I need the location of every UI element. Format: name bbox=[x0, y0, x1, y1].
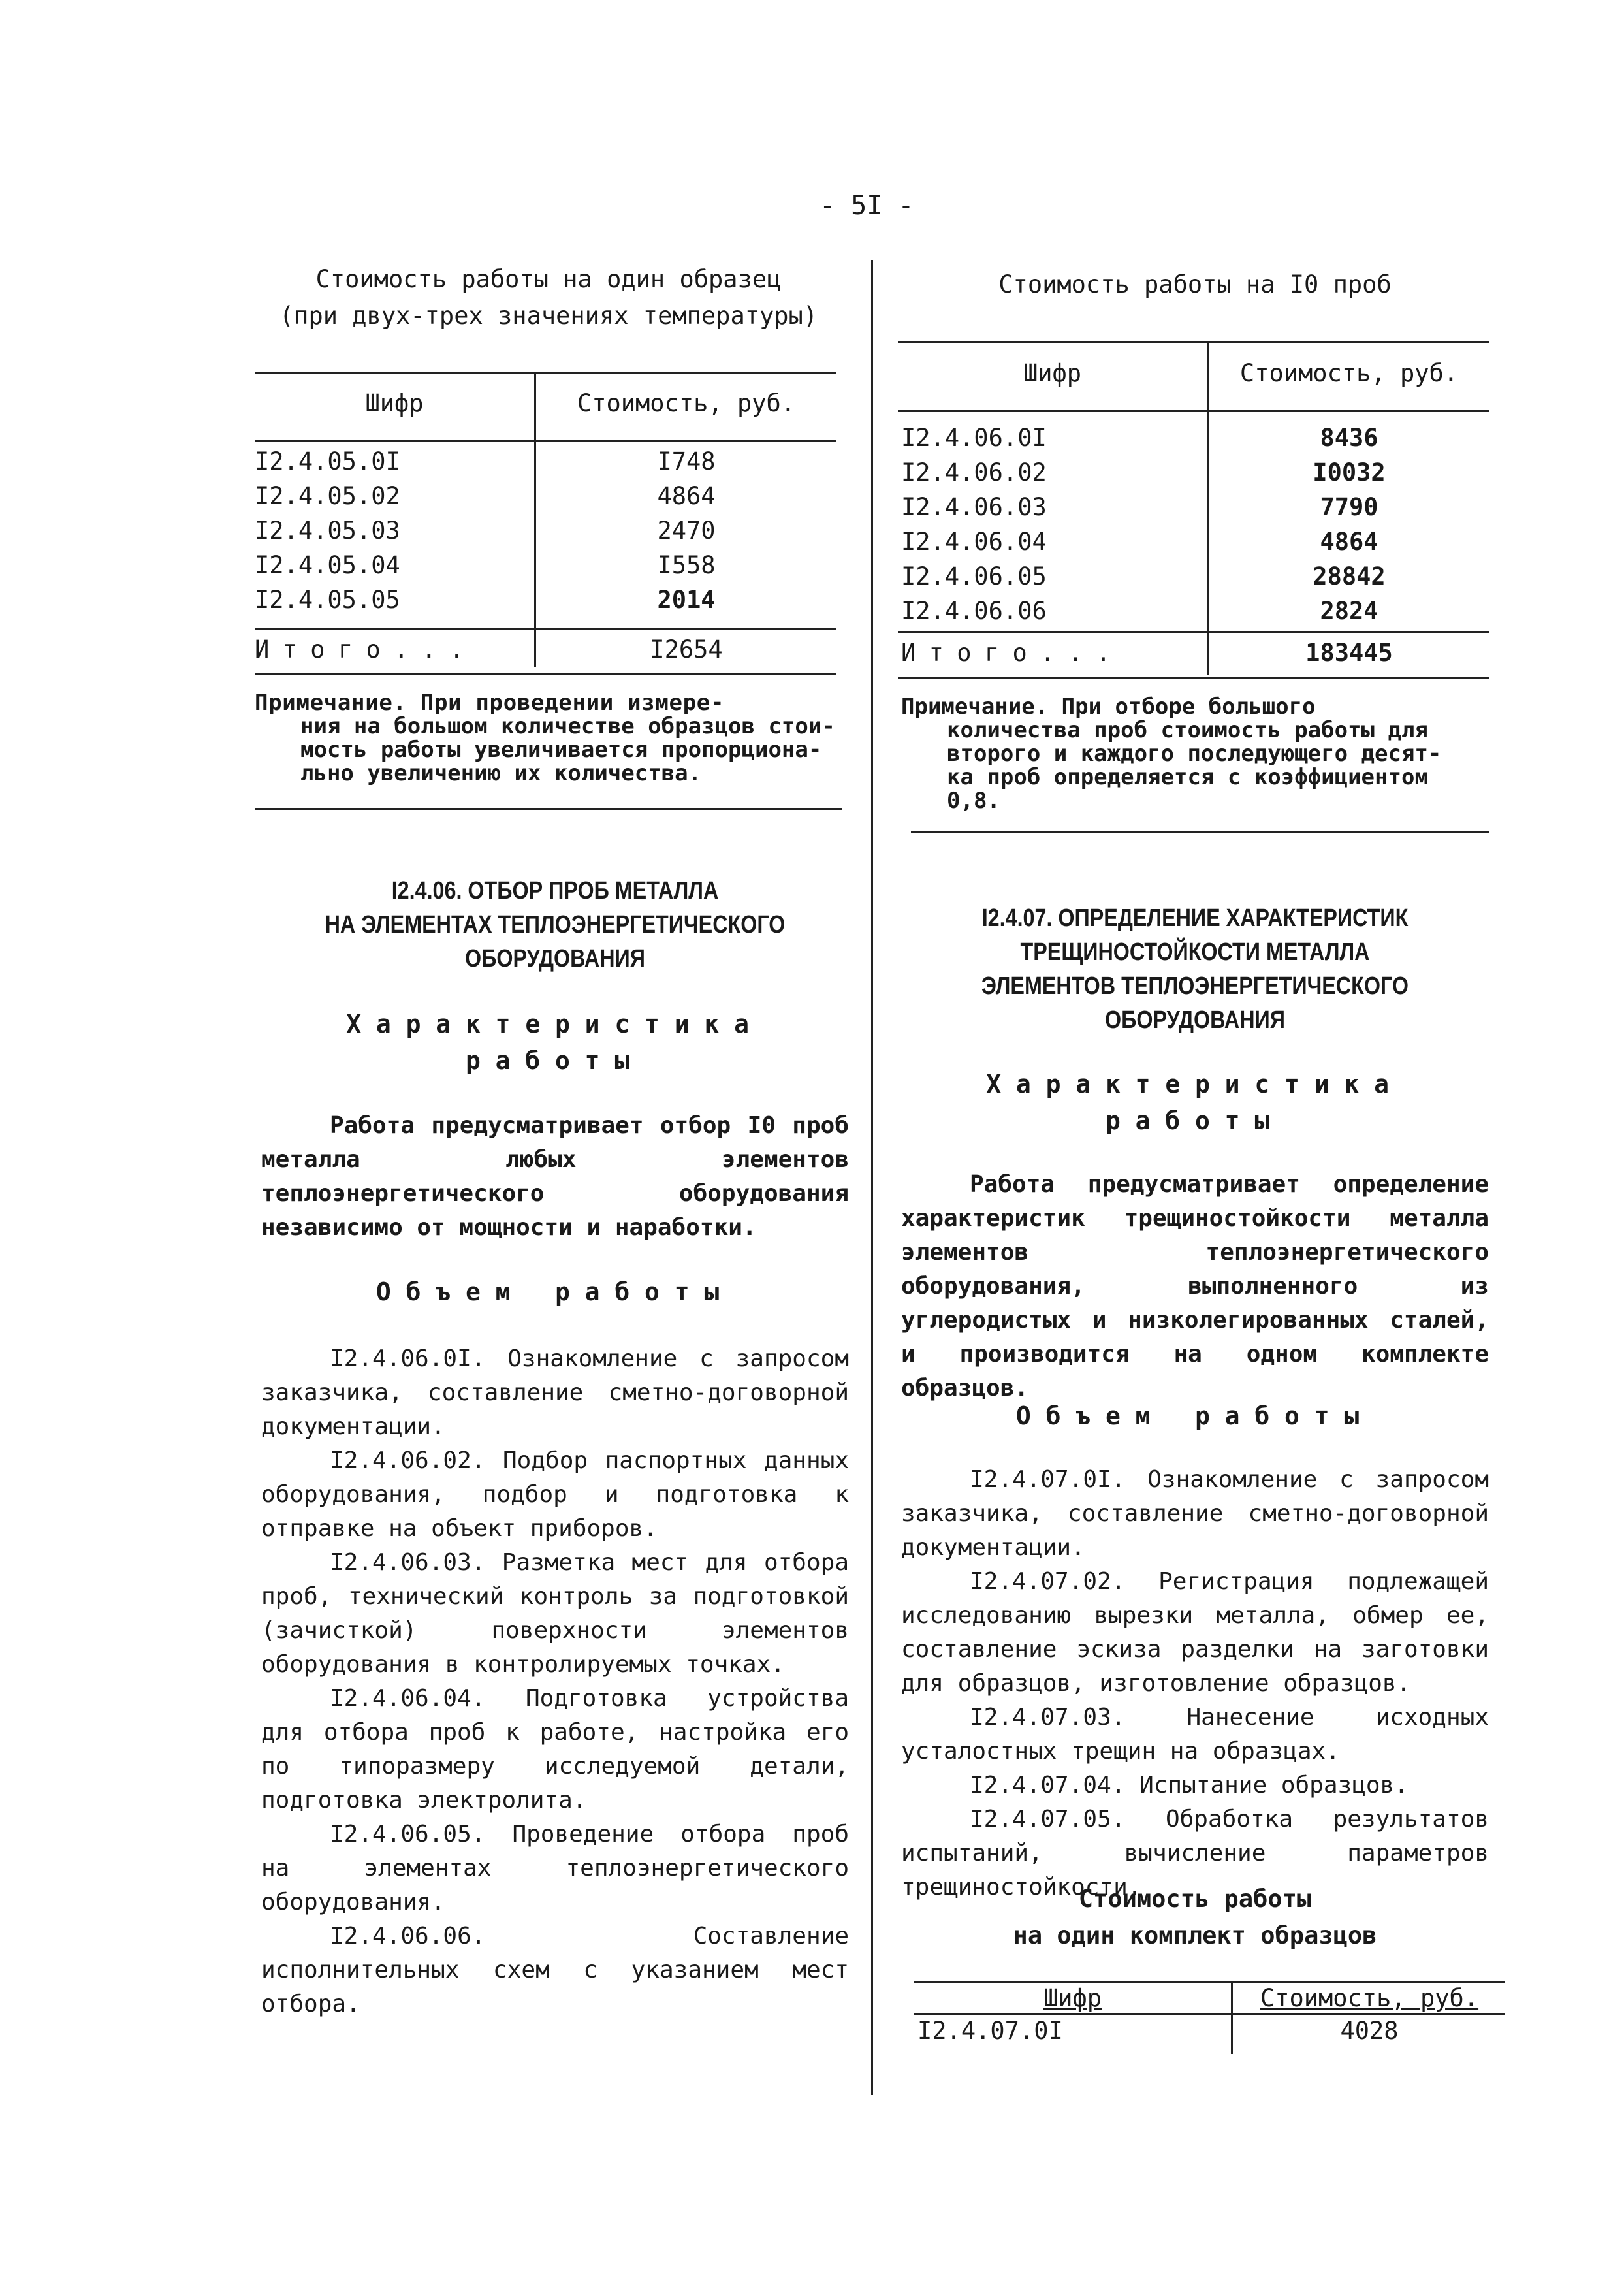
table1-column-rule bbox=[534, 374, 536, 667]
section-description: Работа предусматривает отбор I0 проб металла любых элементов теплоэнергетического оборудования независимо от мощности и наработки. bbox=[261, 1112, 849, 1241]
table1-header-code: Шифр bbox=[365, 389, 424, 417]
table2-code-list bbox=[901, 421, 1207, 628]
page-number: - 5I - bbox=[820, 191, 914, 221]
table2-total-rule bbox=[898, 631, 1489, 633]
table-row-cost: 7790 bbox=[1320, 493, 1378, 521]
table3-caption bbox=[901, 1881, 1489, 1954]
table2-caption: Стоимость работы на I0 проб bbox=[998, 270, 1392, 298]
table1-top-rule bbox=[255, 372, 836, 374]
table-row-code: I2.4.06.04 bbox=[901, 528, 1047, 556]
list-item: I2.4.07.0I. Ознакомление с запросом заказчика, составление сметно-договорной документации. bbox=[901, 1466, 1489, 1561]
table2-header-cost: Стоимость, руб. bbox=[1239, 359, 1459, 387]
column-divider bbox=[871, 260, 873, 2095]
table2-note bbox=[901, 695, 1489, 812]
section-title-line: НА ЭЛЕМЕНТАХ ТЕПЛОЭНЕРГЕТИЧЕСКОГО bbox=[325, 911, 786, 938]
table1-caption-line: Стоимость работы на один образец bbox=[315, 265, 782, 293]
section-title-line: ТРЕЩИНОСТОЙКОСТИ МЕТАЛЛА bbox=[1020, 938, 1370, 966]
table3-caption-line: Стоимость работы bbox=[1078, 1885, 1312, 1913]
table1-note bbox=[255, 691, 842, 785]
table-row-code: I2.4.07.0I bbox=[917, 2017, 1063, 2045]
note-line: Примечание. При проведении измере- bbox=[255, 690, 725, 716]
table1-cost-list bbox=[537, 444, 836, 617]
table1-caption bbox=[255, 261, 842, 334]
section-title-line: I2.4.07. ОПРЕДЕЛЕНИЕ ХАРАКТЕРИСТИК bbox=[981, 905, 1409, 932]
section-title-line: I2.4.06. ОТБОР ПРОБ МЕТАЛЛА bbox=[391, 877, 719, 905]
table2-bottom-rule bbox=[898, 677, 1489, 679]
table2-column-rule bbox=[1207, 342, 1209, 675]
volume-heading: Объем работы bbox=[1015, 1402, 1375, 1430]
list-item: I2.4.07.04. Испытание образцов. bbox=[970, 1772, 1409, 1799]
table1-header-cost: Стоимость, руб. bbox=[577, 389, 796, 417]
work-items bbox=[261, 1342, 849, 2021]
note-line: второго и каждого последующего десят- bbox=[947, 741, 1442, 767]
subheading-line: Характеристика bbox=[986, 1070, 1404, 1098]
note-line: льно увеличению их количества. bbox=[300, 760, 702, 786]
table-row-cost: 2014 bbox=[657, 586, 716, 614]
list-item: I2.4.06.06. Составление исполнительных схем с указанием мест отбора. bbox=[261, 1923, 849, 2017]
section-title-line: ЭЛЕМЕНТОВ ТЕПЛОЭНЕРГЕТИЧЕСКОГО bbox=[981, 972, 1409, 1000]
section-title-line: ОБОРУДОВАНИЯ bbox=[1105, 1006, 1285, 1034]
note-line: ния на большом количестве образцов стои- bbox=[300, 713, 835, 739]
list-item: I2.4.06.03. Разметка мест для отбора проб, технический контроль за подготовкой (зачисткой) поверхности элементов оборудования в контролируемых точках. bbox=[261, 1549, 849, 1678]
section-description: Работа предусматривает определение характеристик трещиностойкости металла элементов теплоэнергетического оборудования, выполненного из углеродистых и низколегированных сталей, и производится на одном комплекте образцов. bbox=[901, 1171, 1489, 1402]
list-item: I2.4.07.03. Нанесение исходных усталостных трещин на образцах. bbox=[901, 1704, 1489, 1765]
table1-total-rule bbox=[255, 628, 836, 630]
list-item: I2.4.06.02. Подбор паспортных данных оборудования, подбор и подготовка к отправке на объект приборов. bbox=[261, 1447, 849, 1542]
table1-total-value: I2654 bbox=[650, 635, 723, 664]
note-line: мость работы увеличивается пропорциона- bbox=[300, 737, 822, 763]
table3-header-code: Шифр bbox=[1043, 1984, 1102, 2012]
table-row-cost: I748 bbox=[657, 447, 716, 475]
table2-total-label: Итого... bbox=[901, 639, 1124, 667]
table1-caption-line: (при двух-трех значениях температуры) bbox=[279, 302, 818, 330]
subheading-line: работы bbox=[465, 1046, 645, 1075]
note-line: ка проб определяется с коэффициентом bbox=[947, 764, 1428, 790]
table-row-code: I2.4.05.04 bbox=[255, 551, 400, 579]
table-row-code: I2.4.06.03 bbox=[901, 493, 1047, 521]
table2-total-value: 183445 bbox=[1305, 639, 1393, 667]
work-items bbox=[901, 1463, 1489, 1904]
table-row-code: I2.4.06.0I bbox=[901, 424, 1047, 452]
table-row-cost: 4028 bbox=[1340, 2017, 1399, 2045]
table-row-code: I2.4.05.02 bbox=[255, 482, 400, 510]
table3-header-rule bbox=[914, 2013, 1505, 2015]
section-title-line: ОБОРУДОВАНИЯ bbox=[465, 945, 645, 972]
section-title bbox=[261, 874, 849, 976]
table-row-code: I2.4.06.05 bbox=[901, 562, 1047, 590]
table-row-cost: 28842 bbox=[1313, 562, 1386, 590]
table-row-cost: I0032 bbox=[1313, 458, 1386, 487]
table-row-code: I2.4.06.06 bbox=[901, 597, 1047, 625]
table1-bottom-rule bbox=[255, 673, 836, 675]
note-line: Примечание. При отборе большого bbox=[901, 694, 1316, 720]
table2-note-rule bbox=[911, 831, 1489, 833]
list-item: I2.4.06.0I. Ознакомление с запросом заказчика, составление сметно-договорной документации. bbox=[261, 1345, 849, 1440]
table3-top-rule bbox=[914, 1981, 1505, 1983]
note-line: 0,8. bbox=[947, 788, 1000, 814]
list-item: I2.4.06.05. Проведение отбора проб на элементах теплоэнергетического оборудования. bbox=[261, 1821, 849, 1916]
list-item: I2.4.07.05. Обработка результатов испытаний, вычисление параметров трещиностойкости. bbox=[901, 1806, 1489, 1900]
table-row-cost: 8436 bbox=[1320, 424, 1378, 452]
table-row-cost: I558 bbox=[657, 551, 716, 579]
table1-code-list bbox=[255, 444, 534, 617]
table-row-code: I2.4.05.05 bbox=[255, 586, 400, 614]
table2-header-code: Шифр bbox=[1023, 359, 1082, 387]
table1-total-label: Итого... bbox=[255, 635, 478, 664]
subheading-line: Характеристика bbox=[346, 1010, 764, 1038]
table-row-code: I2.4.06.02 bbox=[901, 458, 1047, 487]
table-row-cost: 4864 bbox=[657, 482, 716, 510]
characteristic-heading bbox=[901, 1066, 1489, 1139]
characteristic-heading bbox=[261, 1006, 849, 1079]
table3-header-cost: Стоимость, руб. bbox=[1260, 1984, 1479, 2012]
list-item: I2.4.06.04. Подготовка устройства для отбора проб к работе, настройка его по типоразмеру исследуемой детали, подготовка электролита. bbox=[261, 1685, 849, 1814]
note-line: количества проб стоимость работы для bbox=[947, 717, 1428, 743]
table2-top-rule bbox=[898, 341, 1489, 343]
table3-caption-line: на один комплект образцов bbox=[1013, 1921, 1377, 1949]
list-item: I2.4.07.02. Регистрация подлежащей исследованию вырезки металла, обмер ее, составление эскиза разделки на заготовки для образцов, изготовление образцов. bbox=[901, 1568, 1489, 1697]
table3-column-rule bbox=[1231, 1982, 1233, 2054]
table-row-code: I2.4.05.0I bbox=[255, 447, 400, 475]
volume-heading: Объем работы bbox=[375, 1277, 735, 1306]
table-row-cost: 2824 bbox=[1320, 597, 1378, 625]
table2-cost-list bbox=[1209, 421, 1489, 628]
table2-header-rule bbox=[898, 410, 1489, 412]
table-row-cost: 4864 bbox=[1320, 528, 1378, 556]
table-row-code: I2.4.05.03 bbox=[255, 517, 400, 545]
table1-header-rule bbox=[255, 440, 836, 442]
section-title bbox=[901, 901, 1489, 1037]
subheading-line: работы bbox=[1105, 1106, 1285, 1135]
table-row-cost: 2470 bbox=[657, 517, 716, 545]
table1-note-rule bbox=[255, 808, 842, 810]
